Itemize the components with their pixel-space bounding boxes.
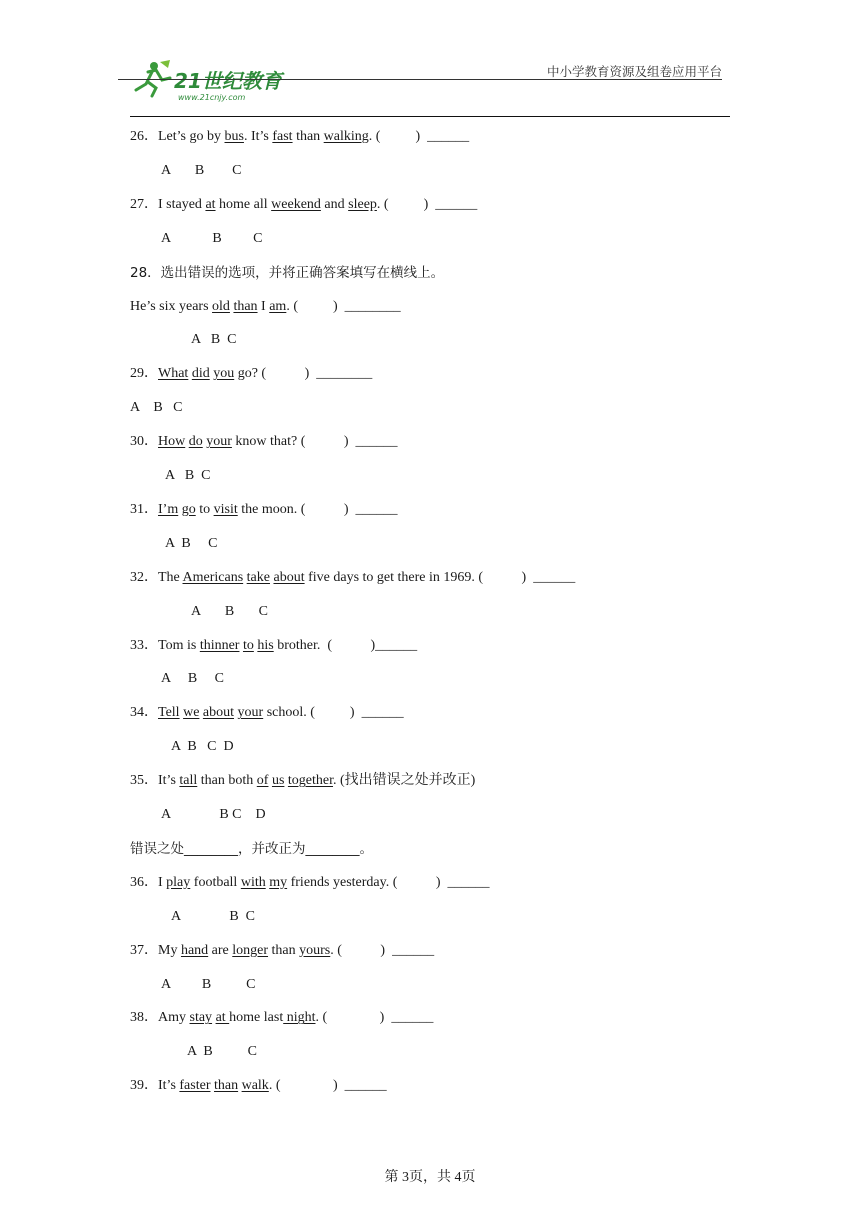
text-segment: A B C bbox=[130, 400, 183, 416]
underlined-word: your bbox=[206, 434, 232, 450]
text-segment: home all bbox=[215, 196, 272, 212]
option-letters-line bbox=[191, 331, 237, 349]
underlined-word: to bbox=[242, 637, 254, 653]
question-line bbox=[130, 433, 398, 451]
text-segment: A B C bbox=[171, 908, 256, 924]
text-segment: 32．The bbox=[130, 569, 183, 585]
text-segment: 38．Amy bbox=[130, 1010, 190, 1026]
text-segment: than bbox=[292, 129, 324, 144]
underlined-word: at bbox=[215, 1010, 230, 1026]
text-segment: 29． bbox=[130, 366, 158, 382]
text-segment: I bbox=[257, 298, 270, 314]
underlined-word: than bbox=[233, 298, 258, 314]
text-segment: A B C D bbox=[171, 739, 234, 755]
text-segment: brother. ( )______ bbox=[273, 637, 418, 653]
underlined-word: than bbox=[213, 1078, 239, 1094]
question-line bbox=[130, 399, 183, 417]
underlined-word: tall bbox=[179, 773, 198, 789]
text-segment: know that? ( ) ______ bbox=[231, 434, 398, 450]
text-segment: 28．选出错误的选项，并将正确答案填写在横线上。 bbox=[130, 264, 445, 281]
underlined-word: about bbox=[273, 569, 305, 585]
question-line bbox=[130, 298, 401, 316]
underlined-word: of bbox=[256, 773, 269, 789]
underlined-word: am bbox=[269, 298, 287, 314]
option-letters-line bbox=[161, 670, 224, 688]
text-segment: go? ( ) ________ bbox=[234, 366, 373, 382]
underlined-word: weekend bbox=[271, 196, 321, 212]
question-line bbox=[130, 1077, 387, 1095]
option-letters-line bbox=[191, 603, 268, 621]
text-segment: 31． bbox=[130, 501, 158, 517]
text-segment: to bbox=[195, 501, 214, 517]
text-segment: 27．I stayed bbox=[130, 196, 206, 212]
underlined-word: night bbox=[283, 1010, 316, 1026]
text-segment: 30． bbox=[130, 434, 158, 450]
underlined-word: What bbox=[158, 366, 189, 382]
underlined-word: did bbox=[191, 366, 210, 382]
text-segment: home last bbox=[229, 1010, 284, 1026]
underlined-word: old bbox=[212, 298, 230, 314]
option-letters-line bbox=[161, 162, 242, 180]
text-segment: A B C D bbox=[161, 807, 266, 822]
svg-text:www.21cnjy.com: www.21cnjy.com bbox=[178, 93, 246, 102]
underlined-word: about bbox=[202, 705, 235, 721]
text-segment: . (找出错误之处并改正) bbox=[333, 773, 476, 789]
question-line bbox=[130, 772, 475, 790]
text-segment: A B C bbox=[161, 976, 256, 992]
underlined-word: longer bbox=[232, 942, 269, 958]
text-segment: A B C bbox=[165, 535, 218, 551]
underlined-word: thinner bbox=[199, 637, 240, 653]
underlined-word: sleep bbox=[348, 196, 377, 212]
text-segment: 39．It’s bbox=[130, 1078, 180, 1094]
text-segment: A B C bbox=[165, 468, 211, 483]
text-segment: football bbox=[190, 874, 241, 890]
underlined-word: his bbox=[257, 637, 274, 653]
text-segment: 26．Let’s go by bbox=[130, 129, 225, 144]
option-letters-line bbox=[187, 1043, 257, 1061]
underlined-word: we bbox=[183, 705, 200, 721]
option-letters-line bbox=[165, 467, 211, 485]
text-segment: than both bbox=[197, 773, 257, 789]
underlined-word: walking bbox=[323, 129, 369, 144]
underlined-word: visit bbox=[213, 501, 238, 517]
underlined-word: stay bbox=[189, 1010, 213, 1026]
text-segment: . ( ) ________ bbox=[286, 298, 401, 314]
platform-name: 中小学教育资源及组卷应用平台 bbox=[546, 64, 722, 79]
text-segment: A B C bbox=[161, 230, 263, 246]
underlined-word: your bbox=[237, 705, 264, 721]
question-line bbox=[130, 942, 434, 960]
underlined-word: walk bbox=[241, 1078, 269, 1094]
option-letters-line bbox=[165, 535, 218, 553]
text-segment: 34． bbox=[130, 705, 158, 721]
text-segment: 33．Tom is bbox=[130, 637, 200, 653]
text-segment: 36．I bbox=[130, 874, 167, 890]
question-line bbox=[130, 637, 417, 655]
question-line bbox=[130, 840, 373, 859]
text-segment: A B C bbox=[161, 162, 242, 178]
underlined-word: Tell bbox=[158, 705, 180, 721]
underlined-word: with bbox=[240, 874, 266, 890]
text-segment: 错误之处________，并改正为________。 bbox=[130, 840, 373, 857]
text-segment: than bbox=[268, 942, 300, 958]
text-segment: . ( ) ______ bbox=[268, 1078, 387, 1094]
svg-text:21世纪教育: 21世纪教育 bbox=[174, 69, 282, 93]
text-segment: friends yesterday. ( ) ______ bbox=[287, 874, 490, 890]
question-line bbox=[130, 1009, 433, 1027]
question-line bbox=[130, 365, 372, 383]
text-segment: . ( ) ______ bbox=[330, 942, 435, 958]
header-divider bbox=[118, 79, 722, 80]
underlined-word: at bbox=[205, 196, 216, 212]
underlined-word: together bbox=[287, 773, 334, 789]
underlined-word: take bbox=[246, 569, 270, 585]
text-segment: and bbox=[320, 196, 349, 212]
question-line bbox=[130, 128, 469, 146]
option-letters-line bbox=[161, 806, 266, 824]
option-letters-line bbox=[171, 908, 255, 926]
text-segment: He’s six years bbox=[130, 298, 213, 314]
content-divider bbox=[130, 116, 730, 117]
text-segment: . ( ) ______ bbox=[376, 196, 478, 212]
page-footer: 第 3页，共 4页 bbox=[384, 1170, 476, 1185]
text-segment: . ( ) ______ bbox=[315, 1010, 434, 1026]
underlined-word: bus bbox=[224, 129, 244, 144]
text-segment: are bbox=[208, 942, 233, 958]
underlined-word: you bbox=[213, 366, 235, 382]
option-letters-line bbox=[161, 230, 263, 248]
question-line bbox=[130, 704, 404, 722]
underlined-word: faster bbox=[179, 1078, 211, 1094]
underlined-word: us bbox=[271, 773, 285, 789]
runner-logo-icon bbox=[126, 58, 286, 104]
question-line bbox=[130, 501, 398, 519]
text-segment: the moon. ( ) ______ bbox=[237, 501, 398, 517]
underlined-word: do bbox=[188, 434, 203, 450]
underlined-word: go bbox=[181, 501, 196, 517]
underlined-word: yours bbox=[299, 942, 331, 958]
text-segment: . It’s bbox=[243, 129, 273, 144]
text-segment: five days to get there in 1969. ( ) ______ bbox=[304, 569, 576, 585]
underlined-word: Americans bbox=[182, 569, 244, 585]
text-segment: 35．It’s bbox=[130, 773, 180, 789]
question-line bbox=[130, 874, 490, 892]
text-segment: A B C bbox=[187, 1044, 258, 1060]
text-segment: school. ( ) ______ bbox=[263, 705, 404, 721]
text-segment: A B C bbox=[161, 671, 225, 687]
option-letters-line bbox=[171, 738, 234, 756]
text-segment: . ( ) ______ bbox=[368, 129, 470, 144]
option-letters-line bbox=[161, 976, 256, 994]
question-line bbox=[130, 569, 575, 587]
text-segment: 37．My bbox=[130, 942, 181, 958]
underlined-word: How bbox=[158, 434, 186, 450]
text-segment: A B C bbox=[191, 603, 269, 619]
underlined-word: my bbox=[269, 874, 288, 890]
question-line bbox=[130, 264, 444, 283]
text-segment: A B C bbox=[191, 332, 237, 348]
underlined-word: I’m bbox=[158, 501, 179, 517]
underlined-word: play bbox=[166, 874, 191, 890]
underlined-word: fast bbox=[272, 129, 293, 144]
underlined-word: hand bbox=[180, 942, 209, 958]
question-line bbox=[130, 196, 477, 214]
